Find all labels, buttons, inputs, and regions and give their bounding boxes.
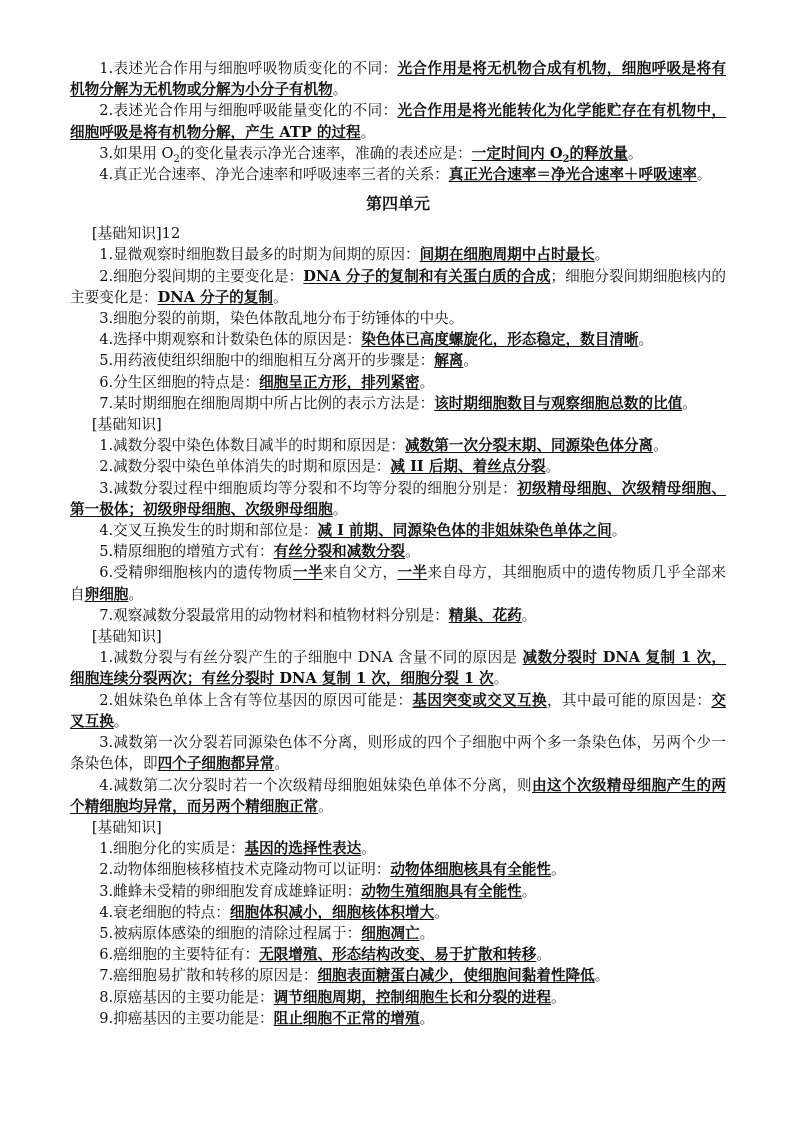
question-item: 2.减数分裂中染色单体消失的时期和原因是：减 II 后期、着丝点分裂。 [99,458,561,476]
question-item: 4.选择中期观察和计数染色体的原因是：染色体已高度螺旋化，形态稳定，数目清晰。 [99,331,654,349]
question-text: 4.真正光合速率、净光合速率和呼吸速率三者的关系： [99,166,449,184]
answer-text: 间期在细胞周期中占时最长 [419,246,595,264]
question-text: 3.如果用 O [99,144,174,162]
question-item: 1.减数分裂中染色体数目减半的时期和原因是：减数第一次分裂末期、同源染色体分离。 [99,437,668,455]
question-item: 2.动物体细胞核移植技术克隆动物可以证明：动物体细胞核具有全能性。 [99,861,566,879]
answer-text: 光合作用是将光能转化为化学能贮存在有机物中，细胞呼吸是将有机物分解，产生 ATP 的过程 [70,102,726,141]
question-item: 4.交叉互换发生的时期和部位是：减 I 前期、同源染色体的非姐妹染色单体之间。 [99,522,627,540]
document-page [70,58,726,1029]
answer-text: 细胞体积减小，细胞核体积增大 [229,903,435,921]
section-heading: [基础知识] [91,628,162,646]
answer-text: 初级精母细胞、次级精母细胞、第一极体；初级卵母细胞、次级卵母细胞 [70,479,726,518]
question-item: 8.原癌基因的主要功能是：调节细胞周期，控制细胞生长和分裂的进程。 [99,988,566,1006]
answer-text: 细胞呈正方形，排列紧密 [259,373,420,391]
answer-text: 减数分裂时 DNA 复制 1 次，细胞连续分裂两次；有丝分裂时 DNA 复制 1 次，细胞分裂 1 次 [70,649,726,688]
answer-text: 减 II 后期、着丝点分裂 [390,458,546,476]
question-item: 6.癌细胞的主要特征有：无限增殖、形态结构改变、易于扩散和转移。 [99,946,551,964]
section-heading: [基础知识] [91,416,162,434]
question-item: 3.雌蜂未受精的卵细胞发育成雄蜂证明：动物生殖细胞具有全能性。 [99,882,537,900]
answer-text: 无限增殖、形态结构改变、易于扩散和转移 [259,946,537,964]
answer-text: 调节细胞周期，控制细胞生长和分裂的进程 [273,988,551,1006]
question-item: 4.减数第二次分裂时若一个次级精母细胞姐妹染色单体不分离，则由这个次级精母细胞产生的两个精细胞均异常，而另两个精细胞正常。 [70,776,726,815]
section-heading: [基础知识]12 [91,225,181,243]
question-text: 1.表述光合作用与细胞呼吸物质变化的不同： [99,60,398,77]
question-item: 7.癌细胞易扩散和转移的原因是：细胞表面糖蛋白减少，使细胞间黏着性降低。 [99,967,610,985]
question-item: 6.分生区细胞的特点是：细胞呈正方形，排列紧密。 [99,373,435,391]
question-item: 7.某时期细胞在细胞周期中所占比例的表示方法是：该时期细胞数目与观察细胞总数的比值。 [99,394,697,412]
answer-text: 减 I 前期、同源染色体的非姐妹染色单体之间 [317,522,612,540]
answer-text: 交叉互换 [70,691,726,730]
answer-text: 阻止细胞不正常的增殖 [273,1009,420,1027]
answer-text: 一半 [397,564,428,582]
question-item: 7.观察减数分裂最常用的动物材料和植物材料分别是：精巢、花药。 [99,606,537,624]
answer-text: DNA 分子的复制 [157,288,273,306]
answer-text: 解离 [434,352,464,370]
answer-text: 精巢、花药 [448,606,522,624]
question-item: 3.细胞分裂的前期，染色体散乱地分布于纺锤体的中央。 [99,310,464,328]
question-item: 4.衰老细胞的特点：细胞体积减小，细胞核体积增大。 [99,903,449,921]
answer-text: 一定时间内 $O_2$的释放量 [471,144,628,165]
answer-text: 一半 [292,564,323,582]
question-item: 1.表述光合作用与细胞呼吸物质变化的不同：光合作用是将无机物合成有机物，细胞呼吸是将有机物分解为无机物或分解为小分子有机物。 [70,60,726,99]
question-text: 2.表述光合作用与细胞呼吸能量变化的不同： [99,102,398,120]
answer-text: 真正光合速率＝净光合速率＋呼吸速率 [448,166,697,184]
question-item: 5.被病原体感染的细胞的清除过程属于：细胞凋亡。 [99,924,435,942]
answer-text: 细胞表面糖蛋白减少，使细胞间黏着性降低 [317,967,595,985]
question-item: 1.减数分裂与有丝分裂产生的子细胞中 DNA 含量不同的原因是 减数分裂时 DNA 复制 1 次，细胞连续分裂两次；有丝分裂时 DNA 复制 1 次，细胞分裂 1 次。 [70,649,726,688]
question-item: 1.细胞分化的实质是：基因的选择性表达。 [99,840,376,858]
answer-text: 减数第一次分裂末期、同源染色体分离 [405,437,654,455]
answer-text: 该时期细胞数目与观察细胞总数的比值 [434,394,683,412]
unit-title: 第四单元 [365,194,430,214]
answer-text: 光合作用是将无机物合成有机物，细胞呼吸是将有机物分解为无机物或分解为小分子有机物 [70,60,726,99]
answer-text: DNA 分子的复制和有关蛋白质的合成 [303,267,551,285]
question-item: 2.细胞分裂间期的主要变化是：DNA 分子的复制和有关蛋白质的合成；细胞分裂间期细胞核内的主要变化是：DNA 分子的复制。 [70,267,726,306]
question-item: 5.精原细胞的增殖方式有：有丝分裂和减数分裂。 [99,543,420,561]
question-item: 5.用药液使组织细胞中的细胞相互分离开的步骤是：解离。 [99,352,478,370]
answer-text: 由这个次级精母细胞产生的两个精细胞均异常，而另两个精细胞正常 [70,776,726,815]
answer-text: 染色体已高度螺旋化，形态稳定，数目清晰 [361,331,639,349]
answer-text: 四个子细胞都异常 [157,755,275,773]
answer-text: 动物体细胞核具有全能性 [390,861,551,879]
answer-text: 有丝分裂和减数分裂 [273,543,406,561]
question-item: 3.如果用 $O_2$的变化量表示净光合速率，准确的表述应是：一定时间内 $O_2$的释放量。 [99,144,643,165]
section-heading: [基础知识] [91,818,162,836]
question-item: 6.受精卵细胞核内的遗传物质一半来自父方，一半来自母方，其细胞质中的遗传物质几乎全部来自卵细胞。 [70,564,726,603]
answer-text: 细胞凋亡 [361,924,420,942]
question-item: 1.显微观察时细胞数目最多的时期为间期的原因：间期在细胞周期中占时最长。 [99,246,610,264]
question-item: 3.减数分裂过程中细胞质均等分裂和不均等分裂的细胞分别是：初级精母细胞、次级精母细胞、第一极体；初级卵母细胞、次级卵母细胞。 [70,479,726,518]
answer-text: 基因的选择性表达 [244,840,362,858]
answer-text: 基因突变或交叉互换 [412,691,547,709]
question-item: 4.真正光合速率、净光合速率和呼吸速率三者的关系：真正光合速率＝净光合速率＋呼吸速率。 [99,166,712,184]
question-item: 2.表述光合作用与细胞呼吸能量变化的不同：光合作用是将光能转化为化学能贮存在有机物中，细胞呼吸是将有机物分解，产生 ATP 的过程。 [70,102,726,141]
question-item: 3.减数第一次分裂若同源染色体不分离，则形成的四个子细胞中两个多一条染色体，另两个少一条染色体，即四个子细胞都异常。 [70,734,726,773]
answer-text: 卵细胞 [84,585,129,603]
question-item: 9.抑癌基因的主要功能是：阻止细胞不正常的增殖。 [99,1009,435,1027]
question-item: 2.姐妹染色单体上含有等位基因的原因可能是：基因突变或交叉互换，其中最可能的原因是：交叉互换。 [70,691,726,730]
answer-text: 动物生殖细胞具有全能性 [361,882,522,900]
